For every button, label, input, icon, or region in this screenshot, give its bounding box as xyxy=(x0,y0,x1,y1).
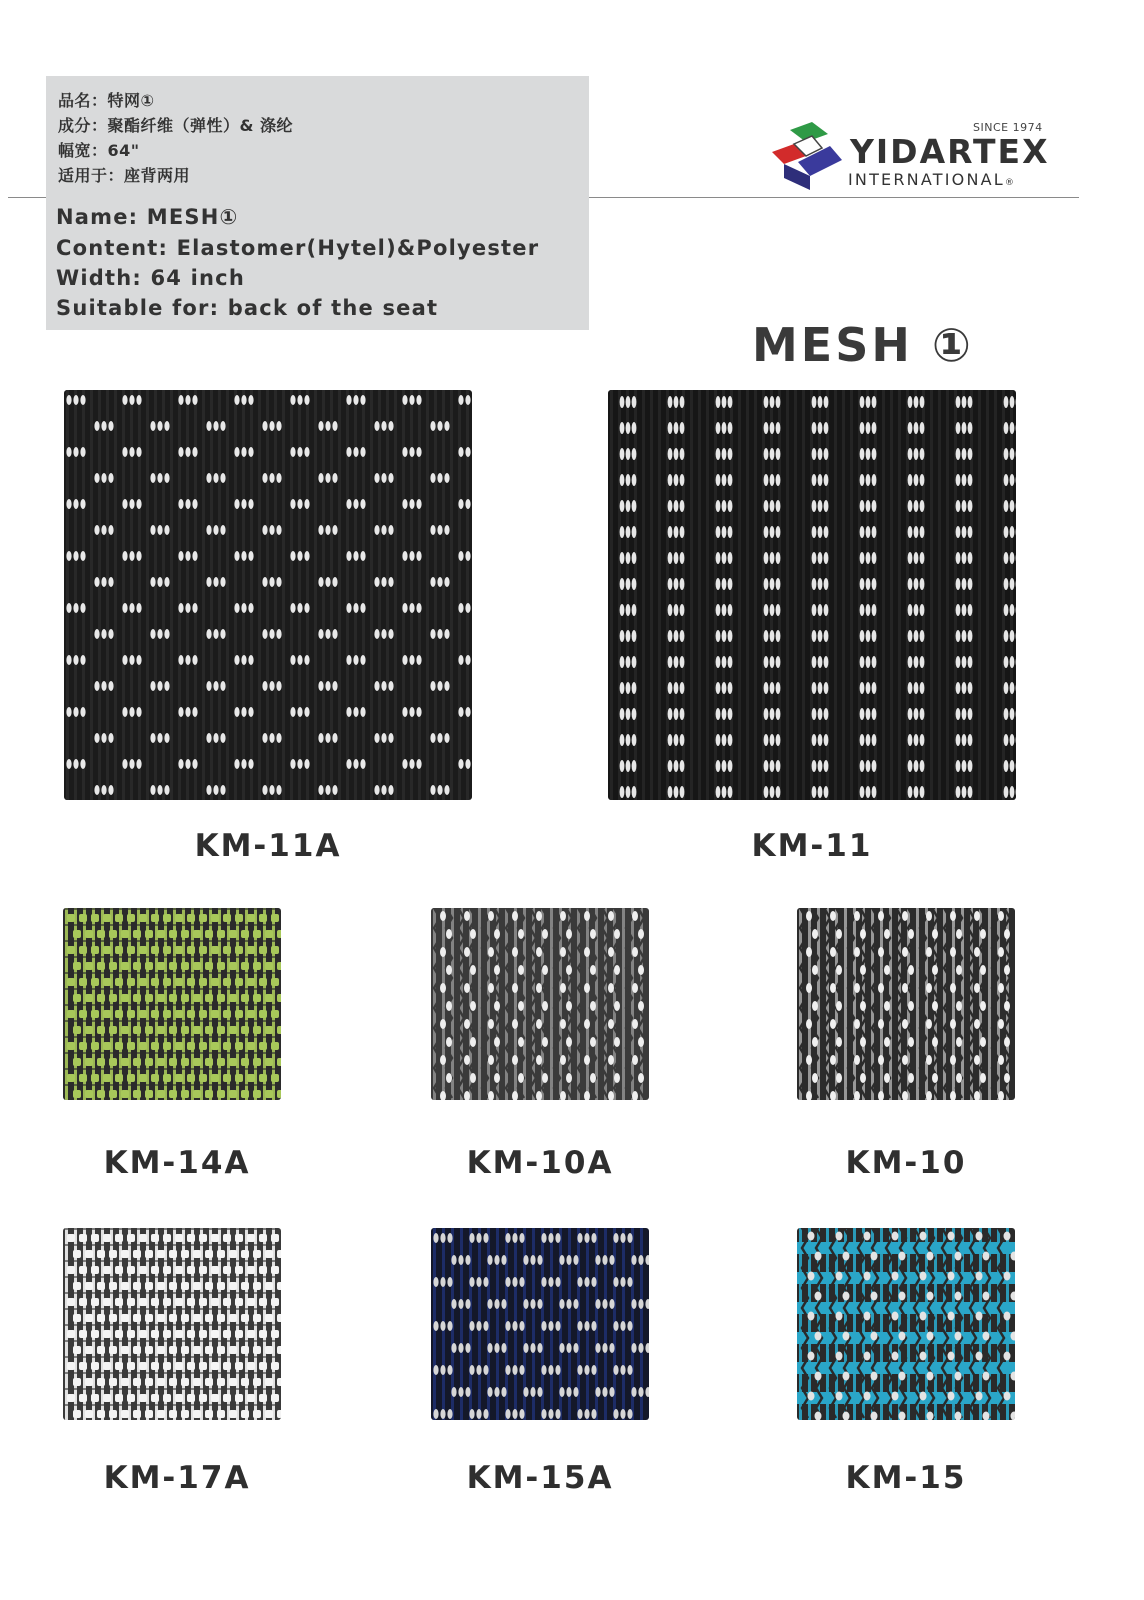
swatch-km-10 xyxy=(797,908,1015,1100)
mesh-texture xyxy=(797,908,1015,1100)
swatch-label-km-17a: KM-17A xyxy=(103,1460,251,1496)
mesh-texture xyxy=(608,390,1016,800)
mesh-texture xyxy=(431,1228,649,1420)
swatch-km-14a xyxy=(63,908,281,1100)
swatch-label-km-11a: KM-11A xyxy=(194,828,342,864)
spec-zh-name: 品名：特网① xyxy=(58,91,155,110)
spec-en-name: Name: MESH① xyxy=(56,205,239,229)
logo-brand: YIDARTEX xyxy=(850,132,1050,171)
spec-box xyxy=(46,76,589,330)
swatch-km-11 xyxy=(608,390,1016,800)
logo-subtitle-text: INTERNATIONAL xyxy=(848,170,1005,189)
swatch-label-km-15a: KM-15A xyxy=(466,1460,614,1496)
swatch-km-15a xyxy=(431,1228,649,1420)
swatch-label-km-10a: KM-10A xyxy=(466,1145,614,1181)
swatch-km-11a xyxy=(64,390,472,800)
header-rule-left xyxy=(8,197,46,198)
swatch-label-km-11: KM-11 xyxy=(751,828,873,864)
mesh-texture xyxy=(797,1228,1015,1420)
spec-zh-content: 成分：聚酯纤维（弹性）& 涤纶 xyxy=(58,116,294,135)
mesh-texture xyxy=(431,908,649,1100)
spec-en-content: Content: Elastomer(Hytel)&Polyester xyxy=(56,236,540,260)
swatch-km-17a xyxy=(63,1228,281,1420)
swatch-label-km-10: KM-10 xyxy=(845,1145,967,1181)
mesh-texture xyxy=(63,908,281,1100)
logo-subtitle xyxy=(848,170,1016,189)
mesh-texture xyxy=(64,390,472,800)
spec-zh-width: 幅宽：64" xyxy=(58,141,140,160)
swatch-label-km-15: KM-15 xyxy=(845,1460,967,1496)
spec-en-usage: Suitable for: back of the seat xyxy=(56,296,439,320)
logo-since: SINCE 1974 xyxy=(973,121,1043,134)
mesh-texture xyxy=(63,1228,281,1420)
swatch-km-15 xyxy=(797,1228,1015,1420)
series-title: MESH ① xyxy=(752,318,974,372)
spec-en-width: Width: 64 inch xyxy=(56,266,245,290)
spec-zh-usage: 适用于：座背两用 xyxy=(58,166,191,185)
swatch-km-10a xyxy=(431,908,649,1100)
swatch-label-km-14a: KM-14A xyxy=(103,1145,251,1181)
logo-registered-mark: ® xyxy=(1004,178,1017,188)
